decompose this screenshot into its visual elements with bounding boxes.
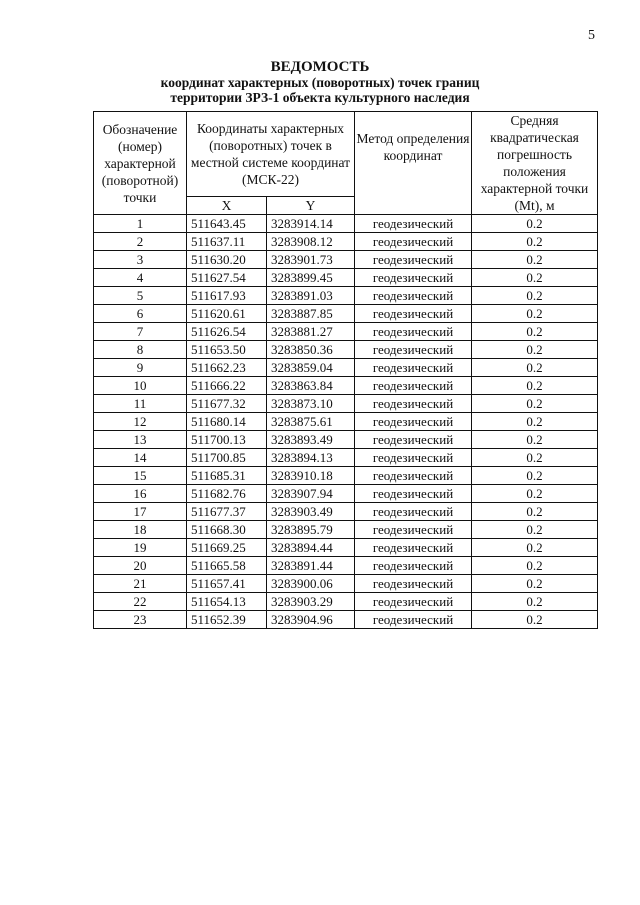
cell-method: геодезический — [355, 377, 472, 395]
document-subtitle-line-1: координат характерных (поворотных) точек границ — [160, 75, 480, 90]
cell-point-number: 16 — [94, 485, 187, 503]
cell-method: геодезический — [355, 575, 472, 593]
table-row — [94, 341, 598, 359]
table-row — [94, 413, 598, 431]
cell-y: 3283887.85 — [267, 305, 355, 323]
cell-y: 3283873.10 — [267, 395, 355, 413]
cell-y: 3283863.84 — [267, 377, 355, 395]
table-row — [94, 593, 598, 611]
cell-point-number: 13 — [94, 431, 187, 449]
table-header-row — [94, 112, 598, 197]
cell-point-number: 10 — [94, 377, 187, 395]
cell-x: 511677.37 — [187, 503, 267, 521]
cell-y: 3283893.49 — [267, 431, 355, 449]
cell-point-number: 20 — [94, 557, 187, 575]
cell-x: 511653.50 — [187, 341, 267, 359]
cell-x: 511700.85 — [187, 449, 267, 467]
cell-y: 3283903.29 — [267, 593, 355, 611]
cell-point-number: 7 — [94, 323, 187, 341]
table-row — [94, 503, 598, 521]
table-row — [94, 485, 598, 503]
document-title: ВЕДОМОСТЬ — [270, 59, 370, 75]
cell-point-number: 17 — [94, 503, 187, 521]
table-row — [94, 395, 598, 413]
cell-accuracy: 0.2 — [472, 251, 598, 269]
table-row — [94, 575, 598, 593]
cell-x: 511657.41 — [187, 575, 267, 593]
cell-accuracy: 0.2 — [472, 503, 598, 521]
cell-accuracy: 0.2 — [472, 395, 598, 413]
cell-method: геодезический — [355, 557, 472, 575]
cell-method: геодезический — [355, 251, 472, 269]
table-row — [94, 467, 598, 485]
table-body — [94, 215, 598, 629]
cell-accuracy: 0.2 — [472, 611, 598, 629]
cell-method: геодезический — [355, 521, 472, 539]
cell-point-number: 9 — [94, 359, 187, 377]
cell-accuracy: 0.2 — [472, 593, 598, 611]
cell-accuracy: 0.2 — [472, 215, 598, 233]
cell-method: геодезический — [355, 503, 472, 521]
cell-y: 3283894.44 — [267, 539, 355, 557]
cell-accuracy: 0.2 — [472, 557, 598, 575]
cell-y: 3283875.61 — [267, 413, 355, 431]
header-point-number: Обозначение (номер) характерной (поворотной) точки — [94, 112, 187, 215]
cell-y: 3283908.12 — [267, 233, 355, 251]
cell-x: 511666.22 — [187, 377, 267, 395]
cell-accuracy: 0.2 — [472, 377, 598, 395]
cell-y: 3283881.27 — [267, 323, 355, 341]
cell-x: 511626.54 — [187, 323, 267, 341]
cell-y: 3283895.79 — [267, 521, 355, 539]
cell-x: 511665.58 — [187, 557, 267, 575]
cell-point-number: 21 — [94, 575, 187, 593]
cell-y: 3283904.96 — [267, 611, 355, 629]
header-method: Метод определения координат — [355, 112, 472, 215]
cell-point-number: 18 — [94, 521, 187, 539]
cell-x: 511685.31 — [187, 467, 267, 485]
cell-x: 511700.13 — [187, 431, 267, 449]
cell-point-number: 15 — [94, 467, 187, 485]
table-row — [94, 215, 598, 233]
cell-point-number: 1 — [94, 215, 187, 233]
cell-method: геодезический — [355, 395, 472, 413]
table-row — [94, 611, 598, 629]
cell-method: геодезический — [355, 611, 472, 629]
cell-accuracy: 0.2 — [472, 413, 598, 431]
cell-point-number: 2 — [94, 233, 187, 251]
cell-y: 3283903.49 — [267, 503, 355, 521]
page-number: 5 — [588, 28, 595, 43]
document-subtitle-line-2: территории ЗРЗ-1 объекта культурного наследия — [170, 90, 470, 105]
cell-y: 3283894.13 — [267, 449, 355, 467]
cell-y: 3283899.45 — [267, 269, 355, 287]
cell-method: геодезический — [355, 467, 472, 485]
cell-x: 511637.11 — [187, 233, 267, 251]
cell-x: 511654.13 — [187, 593, 267, 611]
cell-accuracy: 0.2 — [472, 233, 598, 251]
cell-accuracy: 0.2 — [472, 449, 598, 467]
cell-y: 3283910.18 — [267, 467, 355, 485]
table-row — [94, 431, 598, 449]
cell-x: 511630.20 — [187, 251, 267, 269]
cell-method: геодезический — [355, 215, 472, 233]
cell-point-number: 6 — [94, 305, 187, 323]
cell-y: 3283850.36 — [267, 341, 355, 359]
header-coordinates: Координаты характерных (поворотных) точек в местной системе координат (МСК-22) — [187, 112, 355, 197]
table-row — [94, 323, 598, 341]
cell-accuracy: 0.2 — [472, 485, 598, 503]
cell-x: 511682.76 — [187, 485, 267, 503]
header-x: X — [187, 197, 267, 215]
table-row — [94, 269, 598, 287]
cell-point-number: 12 — [94, 413, 187, 431]
cell-accuracy: 0.2 — [472, 287, 598, 305]
cell-x: 511627.54 — [187, 269, 267, 287]
table-row — [94, 359, 598, 377]
cell-x: 511620.61 — [187, 305, 267, 323]
cell-point-number: 19 — [94, 539, 187, 557]
cell-x: 511652.39 — [187, 611, 267, 629]
header-accuracy: Средняя квадратическая погрешность положения характерной точки (Mt), м — [472, 112, 598, 215]
cell-x: 511617.93 — [187, 287, 267, 305]
cell-point-number: 14 — [94, 449, 187, 467]
cell-point-number: 8 — [94, 341, 187, 359]
table-row — [94, 377, 598, 395]
cell-accuracy: 0.2 — [472, 431, 598, 449]
cell-accuracy: 0.2 — [472, 341, 598, 359]
cell-method: геодезический — [355, 539, 472, 557]
cell-y: 3283901.73 — [267, 251, 355, 269]
cell-method: геодезический — [355, 305, 472, 323]
cell-y: 3283891.44 — [267, 557, 355, 575]
cell-method: геодезический — [355, 431, 472, 449]
cell-method: геодезический — [355, 323, 472, 341]
table-row — [94, 557, 598, 575]
table-row — [94, 305, 598, 323]
cell-y: 3283900.06 — [267, 575, 355, 593]
table-row — [94, 521, 598, 539]
cell-method: геодезический — [355, 449, 472, 467]
cell-x: 511677.32 — [187, 395, 267, 413]
table-row — [94, 251, 598, 269]
header-y: Y — [267, 197, 355, 215]
coordinates-table — [93, 111, 598, 629]
cell-accuracy: 0.2 — [472, 539, 598, 557]
cell-accuracy: 0.2 — [472, 305, 598, 323]
cell-method: геодезический — [355, 485, 472, 503]
cell-accuracy: 0.2 — [472, 521, 598, 539]
cell-point-number: 23 — [94, 611, 187, 629]
cell-x: 511680.14 — [187, 413, 267, 431]
table-row — [94, 287, 598, 305]
cell-y: 3283859.04 — [267, 359, 355, 377]
cell-x: 511669.25 — [187, 539, 267, 557]
cell-accuracy: 0.2 — [472, 575, 598, 593]
title-block — [0, 60, 640, 105]
cell-point-number: 22 — [94, 593, 187, 611]
table-row — [94, 539, 598, 557]
cell-point-number: 5 — [94, 287, 187, 305]
cell-accuracy: 0.2 — [472, 323, 598, 341]
cell-y: 3283907.94 — [267, 485, 355, 503]
cell-method: геодезический — [355, 413, 472, 431]
cell-method: геодезический — [355, 233, 472, 251]
cell-method: геодезический — [355, 359, 472, 377]
cell-method: геодезический — [355, 269, 472, 287]
cell-x: 511662.23 — [187, 359, 267, 377]
cell-y: 3283914.14 — [267, 215, 355, 233]
cell-y: 3283891.03 — [267, 287, 355, 305]
cell-method: геодезический — [355, 287, 472, 305]
cell-method: геодезический — [355, 341, 472, 359]
cell-point-number: 4 — [94, 269, 187, 287]
table-row — [94, 233, 598, 251]
cell-accuracy: 0.2 — [472, 467, 598, 485]
cell-x: 511668.30 — [187, 521, 267, 539]
cell-method: геодезический — [355, 593, 472, 611]
cell-accuracy: 0.2 — [472, 269, 598, 287]
cell-x: 511643.45 — [187, 215, 267, 233]
cell-point-number: 11 — [94, 395, 187, 413]
cell-point-number: 3 — [94, 251, 187, 269]
table-row — [94, 449, 598, 467]
cell-accuracy: 0.2 — [472, 359, 598, 377]
